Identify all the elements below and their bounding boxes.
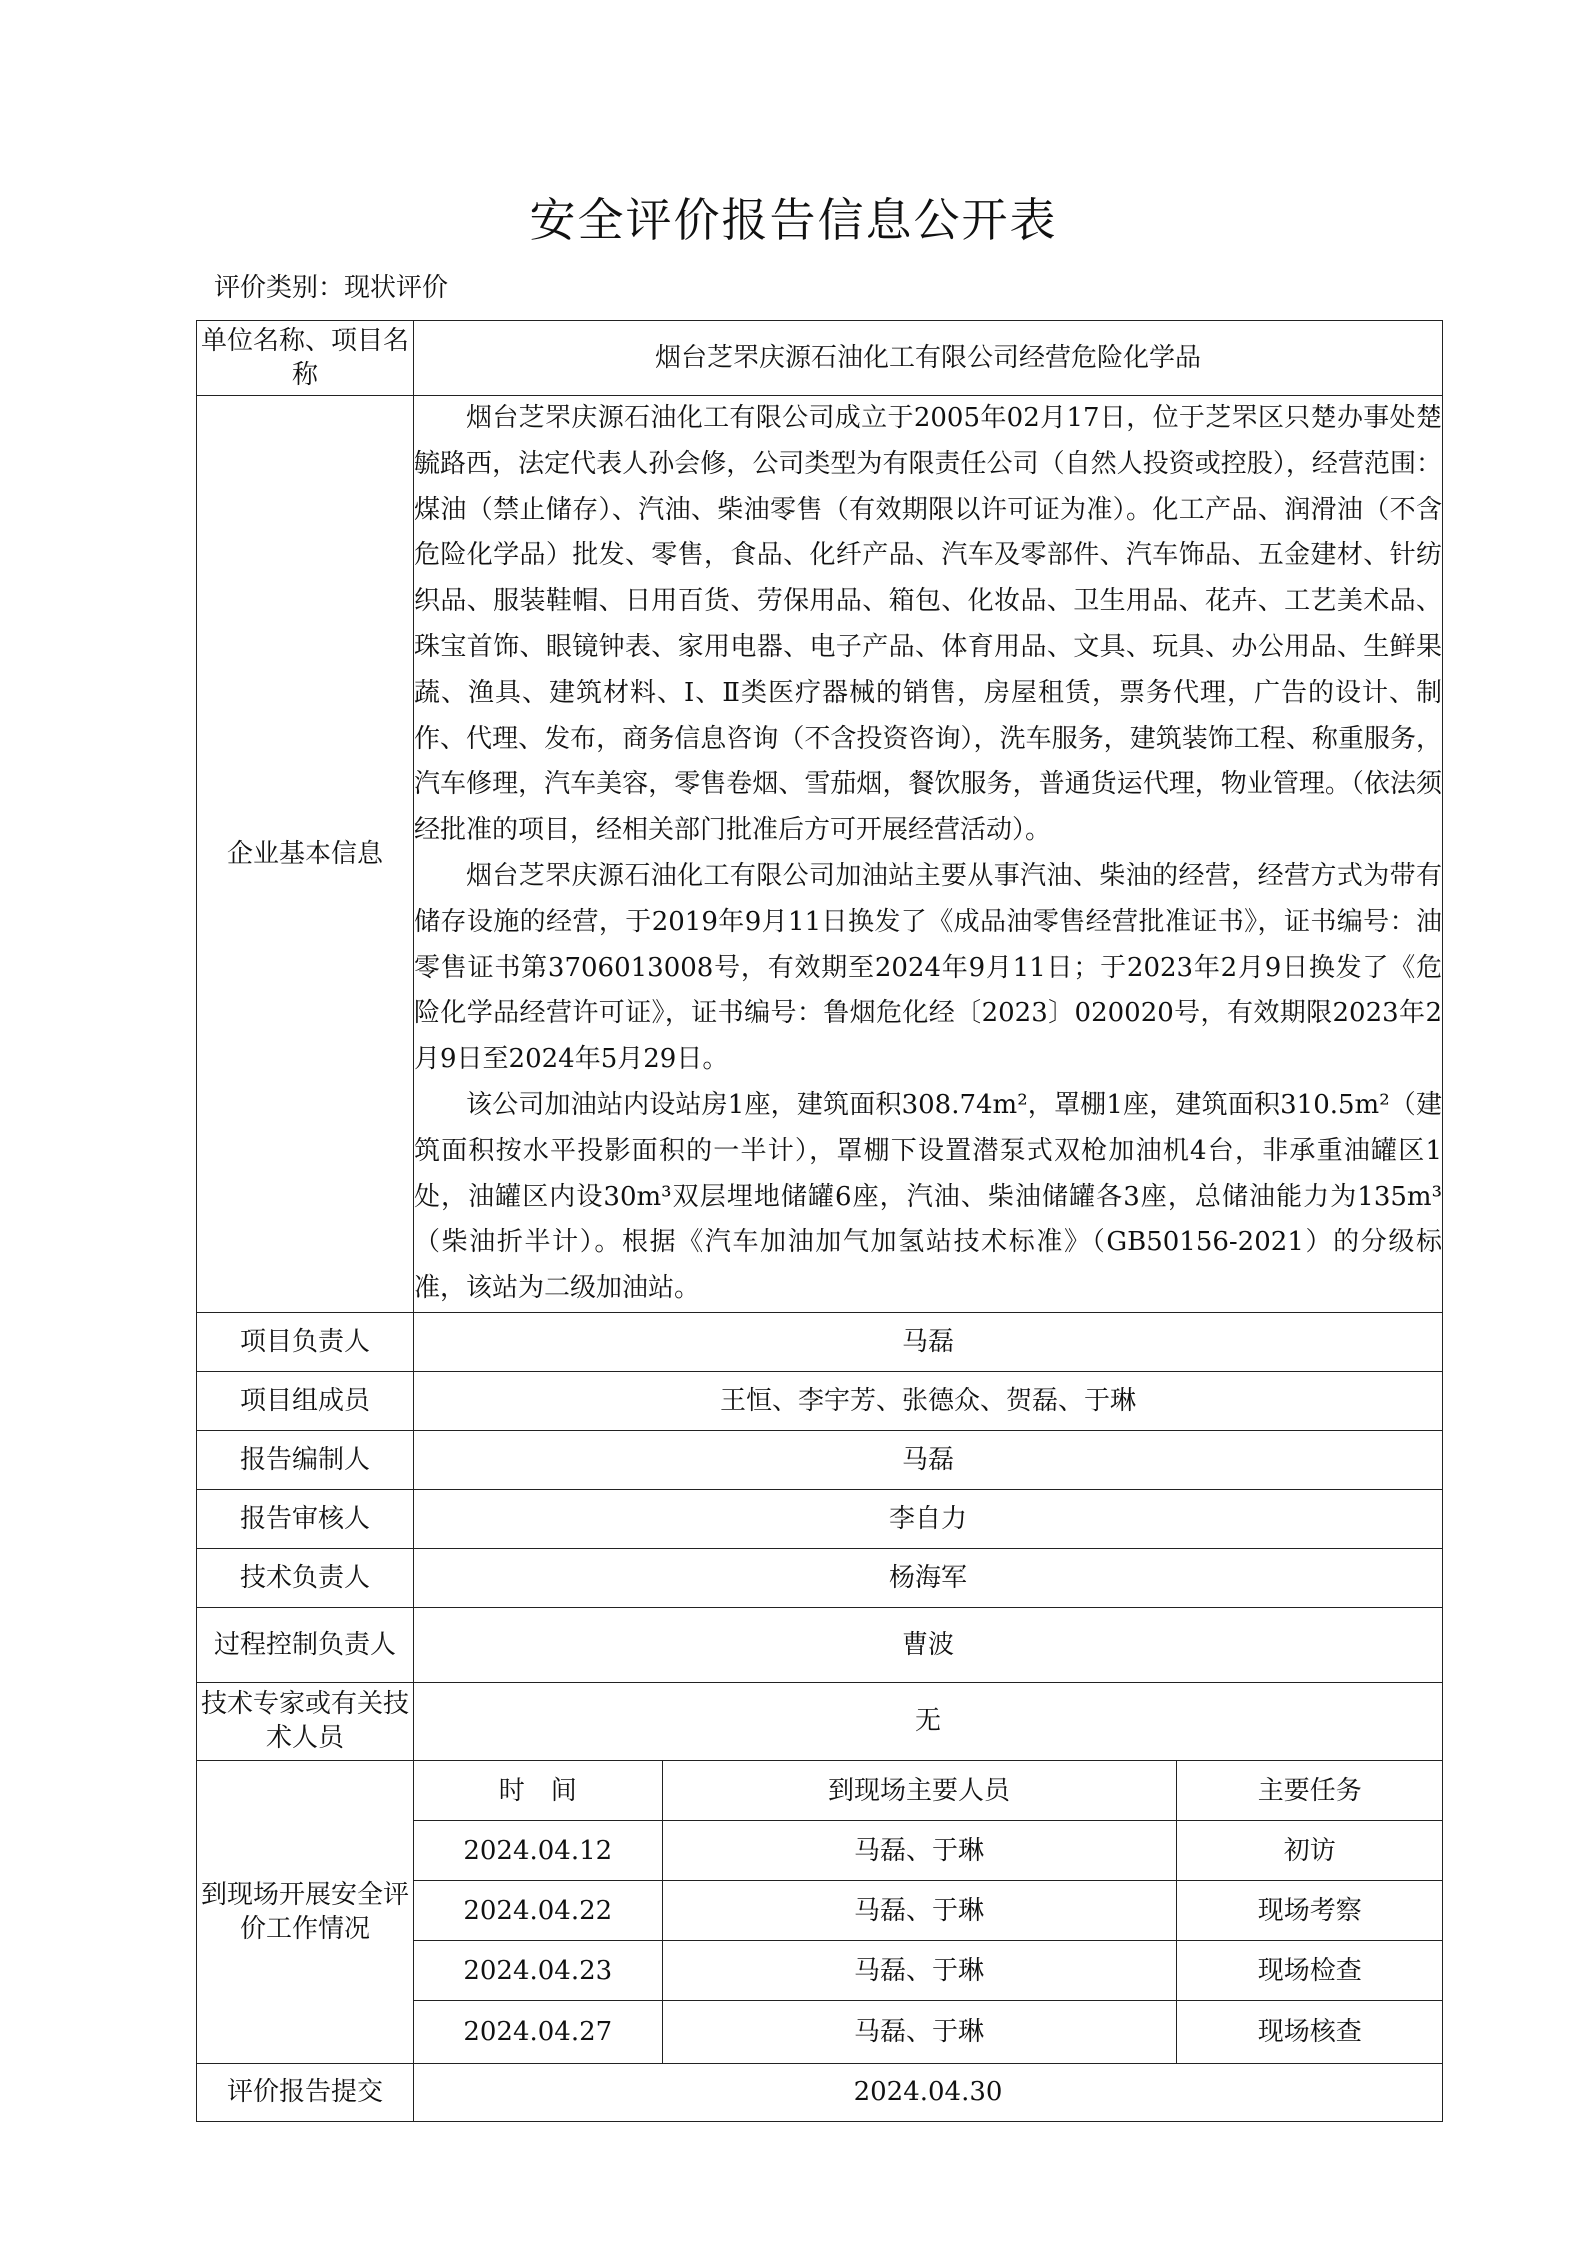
- report-reviewer-row: [197, 1489, 1443, 1548]
- visit-date: 2024.04.22: [414, 1881, 662, 1941]
- site-work-table: [414, 1761, 1443, 2063]
- basic-info-paragraph: 烟台芝罘庆源石油化工有限公司加油站主要从事汽油、柴油的经营，经营方式为带有储存设施的经营，于2019年9月11日换发了《成品油零售经营批准证书》，证书编号：油零售证书第3706013008号，有效期至2024年9月11日；于2023年2月9日换发了《危险化学品经营许可证》，证书编号：鲁烟危化经〔2023〕020020号，有效期限2023年2月9日至2024年5月29日。: [414, 860, 1442, 1075]
- report-reviewer-label: 报告审核人: [197, 1489, 414, 1548]
- info-table: [196, 320, 1443, 2122]
- submit-date: 2024.04.30: [414, 2063, 1443, 2121]
- unit-value: 烟台芝罘庆源石油化工有限公司经营危险化学品: [414, 321, 1443, 396]
- basic-info-body: [414, 396, 1443, 1313]
- project-leader-value: 马磊: [414, 1312, 1443, 1371]
- unit-label: 单位名称、项目名称: [197, 321, 414, 396]
- project-leader-label: 项目负责人: [197, 1312, 414, 1371]
- site-work-row: [197, 1760, 1443, 2063]
- visit-date: 2024.04.12: [414, 1821, 662, 1881]
- technical-lead-label: 技术负责人: [197, 1548, 414, 1607]
- team-members-value: 王恒、李宇芳、张德众、贺磊、于琳: [414, 1371, 1443, 1430]
- technical-expert-value: 无: [414, 1682, 1443, 1760]
- column-header-personnel: 到现场主要人员: [662, 1761, 1176, 1821]
- site-work-header-row: [414, 1761, 1443, 1821]
- visit-personnel: 马磊、于琳: [662, 1941, 1176, 2001]
- report-writer-label: 报告编制人: [197, 1430, 414, 1489]
- report-writer-value: 马磊: [414, 1430, 1443, 1489]
- site-work-cell: [414, 1760, 1443, 2063]
- visit-task: 现场检查: [1176, 1941, 1443, 2001]
- visit-personnel: 马磊、于琳: [662, 2001, 1176, 2063]
- table-row: [414, 1881, 1443, 1941]
- technical-expert-row: [197, 1682, 1443, 1760]
- process-control-value: 曹波: [414, 1607, 1443, 1682]
- site-work-label: 到现场开展安全评价工作情况: [197, 1760, 414, 2063]
- table-row: [414, 1941, 1443, 2001]
- visit-task: 现场考察: [1176, 1881, 1443, 1941]
- visit-task: 现场核查: [1257, 2017, 1362, 2048]
- team-members-label: 项目组成员: [197, 1371, 414, 1430]
- table-row: [414, 1821, 1443, 1881]
- report-reviewer-value: 李自力: [414, 1489, 1443, 1548]
- visit-personnel: 马磊、于琳: [662, 1881, 1176, 1941]
- visit-date: 2024.04.23: [414, 1941, 662, 2001]
- submit-row: [197, 2063, 1443, 2121]
- submit-label: 评价报告提交: [197, 2063, 414, 2121]
- table-row: [414, 2001, 1443, 2063]
- technical-lead-value: 杨海军: [414, 1548, 1443, 1607]
- process-control-row: [197, 1607, 1443, 1682]
- page-title: 安全评价报告信息公开表: [529, 193, 1058, 247]
- visit-task: 初访: [1176, 1821, 1443, 1881]
- process-control-label: 过程控制负责人: [197, 1607, 414, 1682]
- basic-info-paragraph: 该公司加油站内设站房1座，建筑面积308.74m²，罩棚1座，建筑面积310.5m²（建筑面积按水平投影面积的一半计），罩棚下设置潜泵式双枪加油机4台，非承重油罐区1处，油罐区内设30m³双层埋地储罐6座，汽油、柴油储罐各3座，总储油能力为135m³（柴油折半计）。根据《汽车加油加气加氢站技术标准》（GB50156-2021）的分级标准，该站为二级加油站。: [414, 1089, 1442, 1304]
- evaluation-category: 评价类别：现状评价: [214, 273, 449, 303]
- team-members-row: [197, 1371, 1443, 1430]
- basic-info-row: [197, 396, 1443, 1313]
- report-writer-row: [197, 1430, 1443, 1489]
- technical-lead-row: [197, 1548, 1443, 1607]
- technical-expert-label: 技术专家或有关技术人员: [197, 1682, 414, 1760]
- column-header-task: 主要任务: [1176, 1761, 1443, 1821]
- visit-date: 2024.04.27: [414, 2001, 662, 2063]
- project-leader-row: [197, 1312, 1443, 1371]
- visit-personnel: 马磊、于琳: [662, 1821, 1176, 1881]
- basic-info-paragraph: 烟台芝罘庆源石油化工有限公司成立于2005年02月17日，位于芝罘区只楚办事处楚毓路西，法定代表人孙会修，公司类型为有限责任公司（自然人投资或控股），经营范围：煤油（禁止储存）、汽油、柴油零售（有效期限以许可证为准）。化工产品、润滑油（不含危险化学品）批发、零售，食品、化纤产品、汽车及零部件、汽车饰品、五金建材、针纺织品、服装鞋帽、日用百货、劳保用品、箱包、化妆品、卫生用品、花卉、工艺美术品、珠宝首饰、眼镜钟表、家用电器、电子产品、体育用品、文具、玩具、办公用品、生鲜果蔬、渔具、建筑材料、Ⅰ、Ⅱ类医疗器械的销售，房屋租赁，票务代理，广告的设计、制作、代理、发布，商务信息咨询（不含投资咨询），洗车服务，建筑装饰工程、称重服务，汽车修理，汽车美容，零售卷烟、雪茄烟，餐饮服务，普通货运代理，物业管理。（依法须经批准的项目，经相关部门批准后方可开展经营活动）。: [414, 403, 1442, 846]
- unit-row: [197, 321, 1443, 396]
- basic-info-label: 企业基本信息: [197, 396, 414, 1313]
- column-header-time: 时 间: [414, 1761, 662, 1821]
